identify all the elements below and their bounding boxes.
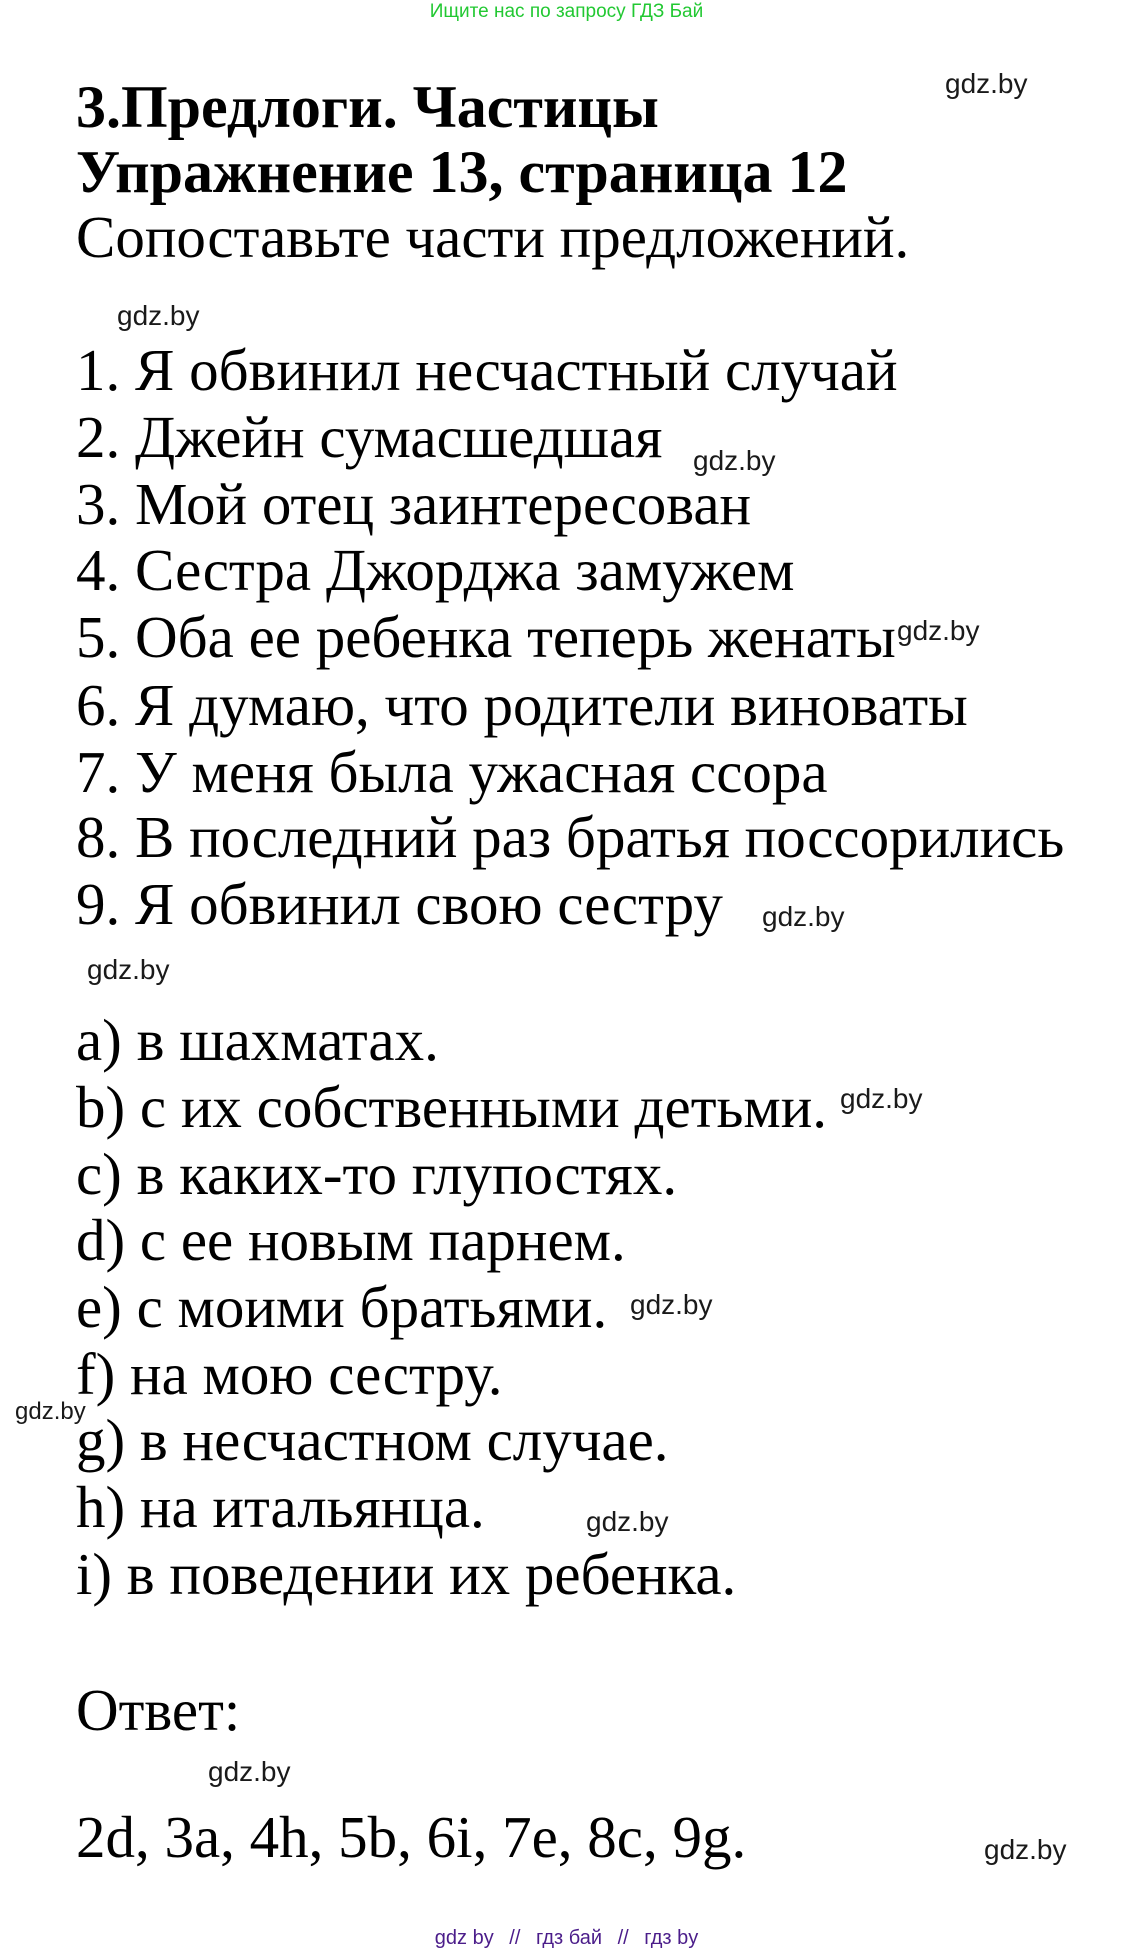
watermark: gdz.by xyxy=(117,300,200,331)
search-banner[interactable]: Ищите нас по запросу ГДЗ Бай xyxy=(429,1,704,22)
list-item: 1. Я обвинил несчастный случай xyxy=(76,337,898,403)
list-item: 2. Джейн сумасшедшая xyxy=(76,404,663,470)
list-item: f) на мою сестру. xyxy=(76,1341,503,1407)
footer-link-gdz-by[interactable]: gdz by xyxy=(434,1927,494,1949)
watermark: gdz.by xyxy=(586,1506,669,1537)
watermark: gdz.by xyxy=(945,68,1028,99)
list-item: i) в поведении их ребенка. xyxy=(76,1541,737,1607)
list-item: a) в шахматах. xyxy=(76,1007,439,1073)
watermark: gdz.by xyxy=(693,445,776,476)
watermark: gdz.by xyxy=(984,1834,1067,1865)
list-item: 9. Я обвинил свою сестру xyxy=(76,871,723,937)
watermark: gdz.by xyxy=(897,615,980,646)
list-item: 6. Я думаю, что родители виноваты xyxy=(76,672,968,738)
exercise-title: Упражнение 13, страница 12 xyxy=(76,139,848,205)
list-item: 4. Сестра Джорджа замужем xyxy=(76,537,795,603)
watermark: gdz.by xyxy=(15,1398,86,1425)
list-item: d) с ее новым парнем. xyxy=(76,1207,626,1273)
list-item: h) на итальянца. xyxy=(76,1474,485,1540)
footer-separator: // xyxy=(509,1927,521,1949)
section-title: 3.Предлоги. Частицы xyxy=(76,74,659,140)
footer-links xyxy=(0,1928,1133,1948)
watermark: gdz.by xyxy=(208,1756,291,1787)
list-item: 3. Мой отец заинтересован xyxy=(76,471,752,537)
footer-separator: // xyxy=(617,1927,629,1949)
footer-link-gdz-by-cyr[interactable]: гдз by xyxy=(644,1927,699,1949)
list-item: 7. У меня была ужасная ссора xyxy=(76,739,828,805)
list-item: e) с моими братьями. xyxy=(76,1274,608,1340)
answer-label: Ответ: xyxy=(76,1677,241,1743)
watermark: gdz.by xyxy=(630,1289,713,1320)
instruction: Сопоставьте части предложений. xyxy=(76,204,910,270)
list-item: c) в каких-то глупостях. xyxy=(76,1141,678,1207)
list-item: b) с их собственными детьми. xyxy=(76,1074,828,1140)
watermark: gdz.by xyxy=(87,954,170,985)
answer-value: 2d, 3a, 4h, 5b, 6i, 7e, 8c, 9g. xyxy=(76,1804,747,1870)
list-item: 8. В последний раз братья поссорились xyxy=(76,804,1065,870)
watermark: gdz.by xyxy=(840,1083,923,1114)
list-item: g) в несчастном случае. xyxy=(76,1407,669,1473)
watermark: gdz.by xyxy=(762,901,845,932)
footer-link-gdz-bai[interactable]: гдз бай xyxy=(535,1927,603,1949)
list-item: 5. Оба ее ребенка теперь женаты xyxy=(76,604,896,670)
